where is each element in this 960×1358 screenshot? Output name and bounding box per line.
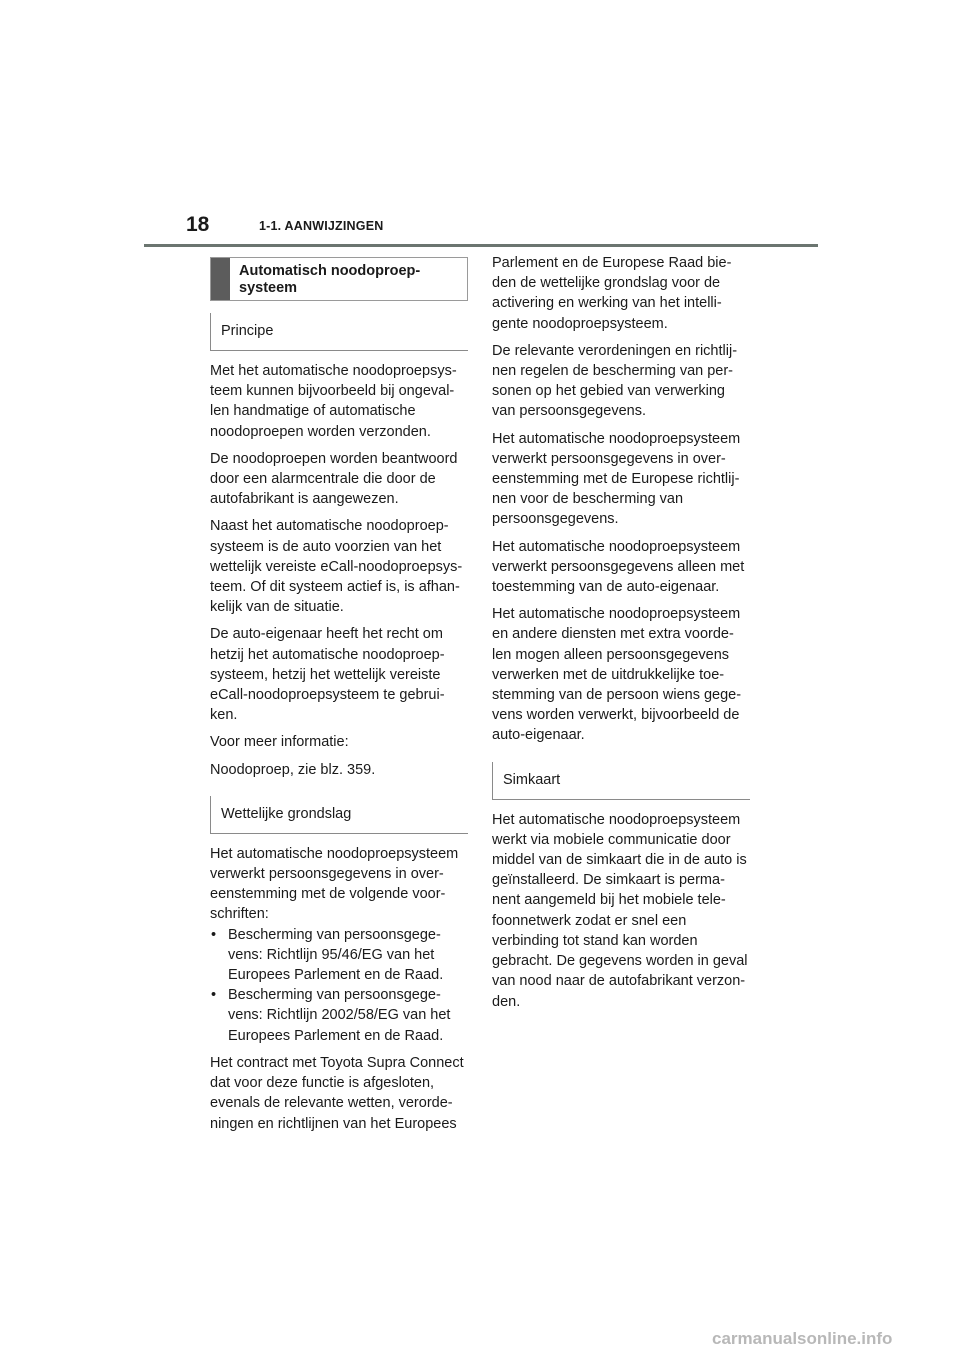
paragraph: De noodoproepen worden beantwoord door een alarmcentrale die door de autofabrikant is aangewezen. — [210, 450, 458, 508]
paragraph: Het automatische noodoproepsysteem verwerkt persoonsgegevens in over-eenstemming met de volgende voor-schriften: — [210, 845, 459, 923]
wettelijke-heading-text: Wettelijke grondslag — [221, 805, 352, 822]
principe-heading-text: Principe — [221, 323, 274, 339]
paragraph: Voor meer informatie: — [210, 734, 349, 751]
paragraph-continuation: Parlement en de Europese Raad bie-den de wettelijke grondslag voor de activering en werking van het intelli-gente noodoproepsysteem. — [492, 255, 732, 332]
paragraph: De auto-eigenaar heeft het recht om hetzij het automatische noodoproep-systeem, hetzij het wettelijk vereiste eCall-noodoproepsysteem te gebrui-ken. — [210, 626, 445, 724]
paragraph: Met het automatische noodoproepsys-teem kunnen bijvoorbeeld bij ongeval-len handmatige of automatische noodoproepen worden verzonden. — [210, 363, 457, 440]
left-column — [210, 257, 468, 1141]
section-marker-bar — [211, 258, 230, 300]
list-item: • Bescherming van persoonsgege-vens: Richtlijn 95/46/EG van het Europees Parlement en de Raad. — [210, 925, 468, 986]
paragraph: Noodoproep, zie blz. 359. — [210, 761, 376, 778]
paragraph: Het automatische noodoproepsysteem verwerkt persoonsgegevens in over-eenstemming met de Europese richtlij-nen voor de bescherming van persoonsgegevens. — [492, 430, 741, 528]
section-title-box — [210, 257, 468, 301]
paragraph: Het automatische noodoproepsysteem en andere diensten met extra voorde-len mogen alleen persoonsgegevens verwerken met de uitdrukkelijke toe-stemming van de persoon wiens gege-vens worden verwerkt, bijvoorbeeld de auto-eigenaar. — [492, 606, 742, 744]
paragraph: Het automatische noodoproepsysteem verwerkt persoonsgegevens alleen met toestemming van de auto-eigenaar. — [492, 538, 745, 596]
simkaart-heading-text: Simkaart — [503, 771, 561, 788]
list-item: • Bescherming van persoonsgege-vens: Richtlijn 2002/58/EG van het Europees Parlement en de Raad. — [210, 985, 468, 1046]
principe-heading — [210, 313, 468, 351]
simkaart-heading — [492, 762, 750, 800]
watermark: carmanualsonline.info — [712, 1329, 893, 1348]
paragraph: Het automatische noodoproepsysteem werkt via mobiele communicatie door middel van de simkaart die in de auto is geïnstalleerd. De simkaart is perma-nent aangemeld bij het mobiele tele-foonnetwerk zodat er snel een verbinding tot stand kan worden gebracht. De gegevens worden in geval van nood naar de autofabrikant verzon-den. — [492, 811, 748, 1010]
chapter-title: 1-1. AANWIJZINGEN — [259, 219, 384, 233]
wettelijke-heading — [210, 796, 468, 834]
section-title: Automatisch noodoproep-systeem — [239, 263, 421, 296]
bullet-list — [210, 925, 468, 1046]
page-number: 18 — [186, 213, 210, 236]
paragraph: Naast het automatische noodoproep-systeem is de auto voorzien van het wettelijk vereiste eCall-noodoproepsys-teem. Of dit systeem actief is, is afhan-kelijk van de situatie. — [210, 518, 463, 616]
header-divider — [144, 244, 818, 247]
right-column — [492, 253, 750, 1019]
paragraph: De relevante verordeningen en richtlij-nen regelen de bescherming van per-sonen op het gebied van verwerking van persoonsgegevens. — [492, 342, 738, 420]
paragraph: Het contract met Toyota Supra Connect dat voor deze functie is afgesloten, evenals de relevante wetten, verorde-ningen en richtlijnen van het Europees — [210, 1054, 464, 1132]
